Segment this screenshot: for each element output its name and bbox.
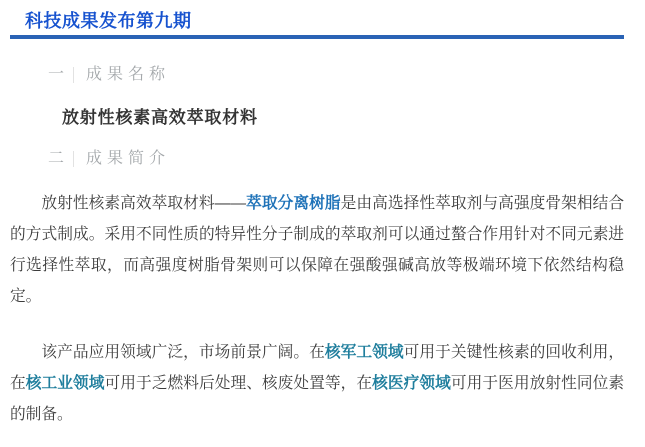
text-run: 该产品应用领域广泛，市场前景广阔。在: [41, 344, 325, 361]
paragraph-intro: [10, 188, 624, 312]
text-run: 可用于医用放射性同位素的制备。: [10, 375, 625, 423]
paragraph-applications: [10, 337, 624, 430]
highlight-run: 核工业领域: [25, 375, 105, 392]
document-body: [10, 188, 624, 430]
highlight-run: 核医疗领域: [372, 375, 451, 392]
page-title: 科技成果发布第九期: [25, 11, 192, 31]
highlight-run: 核军工领域: [324, 344, 404, 361]
section-divider: [73, 67, 74, 83]
highlight-run: 萃取分离树脂: [246, 195, 341, 212]
text-run: 放射性核素高效萃取材料——: [41, 195, 247, 212]
section-number: 一: [48, 66, 65, 83]
text-run: 可用于乏燃料后处理、核废处置等，在: [104, 375, 373, 392]
section-header-intro: [48, 149, 170, 169]
section-divider: [73, 151, 74, 167]
achievement-name: 放射性核素高效萃取材料: [62, 108, 258, 127]
text-run: 是由高选择性萃取剂与高强度骨架相结合的方式制成。采用不同性质的特异性分子制成的萃取剂可以通过螯合作用针对不同元素进行选择性萃取，而高强度树脂骨架则可以保障在强酸强碱高放等极端环境下依然结构稳定。: [10, 195, 625, 305]
title-underline-rule: [10, 35, 624, 39]
section-label: 成果名称: [86, 66, 171, 83]
text-run: 可用于关键性核素的回收利用，在: [10, 344, 625, 392]
section-label: 成果简介: [86, 150, 171, 167]
section-number: 二: [48, 150, 65, 167]
section-header-name: [48, 65, 170, 85]
